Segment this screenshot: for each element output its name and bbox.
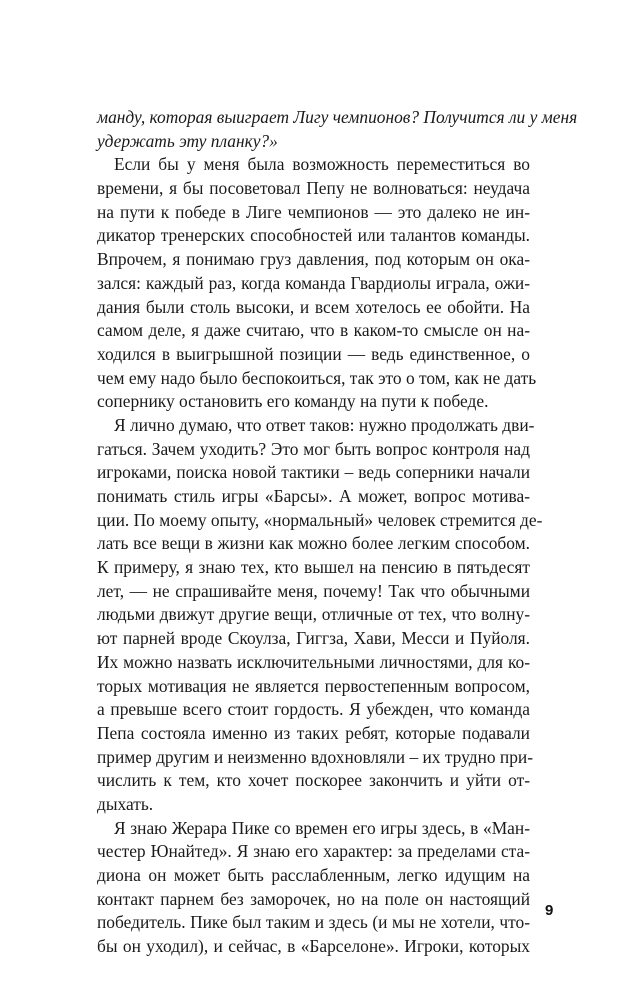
text-line: сопернику остановить его команду на пути к победе.: [97, 391, 489, 412]
text-line: Пепа состояла именно из таких ребят, которые подавали: [97, 722, 530, 743]
text-line: честер Юнайтед». Я знаю его характер: за пределами ста-: [97, 841, 530, 862]
text-line: понимать стиль игры «Барсы». А может, вопрос мотива-: [97, 486, 530, 506]
text-line: диона он может быть расслабленным, легко идущим на: [97, 865, 530, 885]
text-line: числить к тем, кто хочет поскорее закончить и уйти от-: [97, 770, 530, 791]
page-body: [97, 106, 578, 959]
text-line: дыхать.: [97, 793, 154, 814]
text-line: дания были столь высоки, и всем хотелось ее обойти. На: [97, 296, 530, 317]
paragraph: [97, 106, 578, 153]
text-line: удержать эту планку?»: [97, 130, 278, 151]
text-line: игроками, поиска новой тактики – ведь соперники начали: [97, 462, 530, 483]
text-line: Впрочем, я понимаю груз давления, под которым он ока-: [97, 249, 530, 270]
text-line: Я знаю Жерара Пике со времен его игры здесь, в «Ман-: [114, 817, 530, 838]
text-line: торых мотивация не является первостепенным вопросом,: [97, 675, 530, 696]
text-line: ют парней вроде Скоулза, Гиггза, Хави, Месси и Пуйоля.: [97, 628, 530, 649]
text-line: зался: каждый раз, когда команда Гвардиолы играла, ожи-: [97, 272, 530, 293]
text-line: победитель. Пике был таким и здесь (и мы не хотели, что-: [97, 912, 530, 933]
text-line: Я лично думаю, что ответ таков: нужно продолжать дви-: [114, 414, 535, 435]
text-line: Если бы у меня была возможность переместиться во: [114, 154, 530, 175]
text-line: К примеру, я знаю тех, кто вышел на пенсию в пятьдесят: [97, 557, 530, 578]
text-line: манду, которая выиграет Лигу чемпионов? Получится ли у меня: [97, 107, 578, 127]
text-line: на пути к победе в Лиге чемпионов — это далеко не ин-: [97, 201, 530, 222]
text-line: самом деле, я даже считаю, что в каком-то смысле он на-: [97, 320, 530, 341]
text-line: Их можно назвать исключительными личностями, для ко-: [97, 651, 530, 672]
paragraph: [97, 153, 537, 414]
text-line: гаться. Зачем уходить? Это мог быть вопрос контроля над: [97, 438, 530, 459]
paragraph: [97, 817, 530, 959]
text-line: лать все вещи в жизни как можно более легким способом.: [97, 533, 530, 554]
text-line: людьми движут другие вещи, отличные от тех, что волну-: [97, 604, 530, 625]
text-line: ции. По моему опыту, «нормальный» человек стремится де-: [97, 509, 543, 530]
paragraph: [97, 414, 543, 817]
text-line: чем ему надо было беспокоиться, так это о том, как не дать: [97, 367, 537, 388]
text-line: ходился в выигрышной позиции — ведь единственное, о: [97, 343, 530, 364]
text-line: лет, — не спрашивайте меня, почему! Так что обычными: [97, 580, 530, 601]
text-line: контакт парнем без заморочек, но на поле он настоящий: [97, 888, 530, 909]
page-number: 9: [545, 902, 554, 919]
text-line: бы он уходил), и сейчас, в «Барселоне». Игроки, которых: [97, 936, 530, 957]
text-line: пример другим и неизменно вдохновляли – их трудно при-: [97, 746, 534, 767]
text-line: дикатор тренерских способностей или талантов команды.: [97, 225, 530, 246]
text-line: времени, я бы посоветовал Пепу не волноваться: неудача: [97, 178, 530, 199]
text-line: а превыше всего стоит гордость. Я убежден, что команда: [97, 699, 530, 720]
